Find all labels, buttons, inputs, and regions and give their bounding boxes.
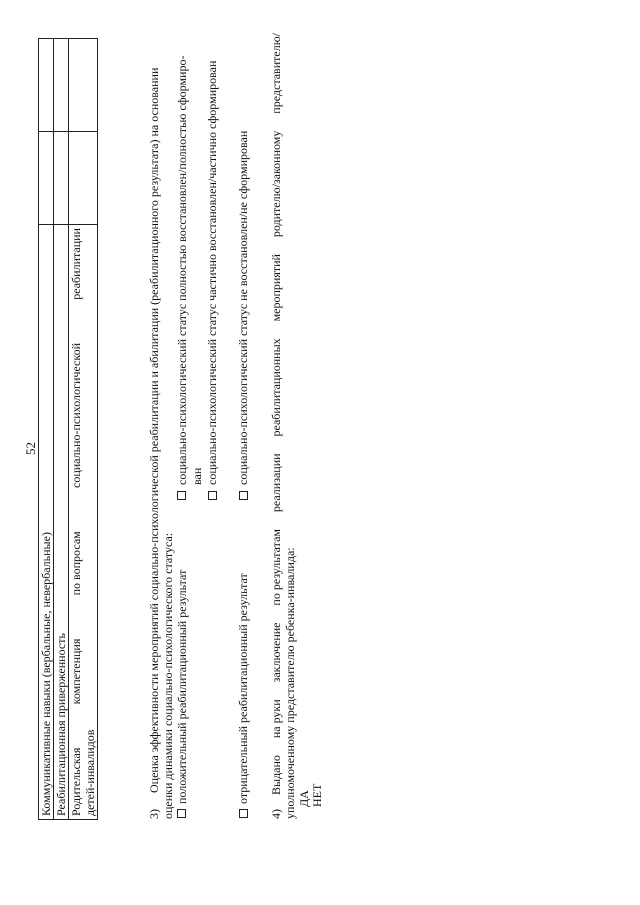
table-cell-label: Коммуникативные навыки (вербальные, невербальные) xyxy=(39,225,54,820)
option-negative-label: отрицательный реабилитационный результат xyxy=(236,573,250,804)
section3-number: 3) xyxy=(147,809,161,819)
table-row xyxy=(69,39,98,820)
table-cell-label: Родительская компетенция по вопросам социально-психологической реабилитации детей-инвалидов xyxy=(69,225,98,820)
section4-text-line2: уполномоченному представителю ребенка-инвалида: xyxy=(283,547,297,819)
checkbox-full-restored[interactable] xyxy=(177,491,186,500)
table-cell-empty xyxy=(54,39,69,132)
checkbox-positive[interactable] xyxy=(177,809,186,818)
table-row xyxy=(54,39,69,820)
table-cell-empty xyxy=(54,132,69,225)
table-cell-empty xyxy=(39,39,54,132)
section4-number: 4) xyxy=(269,809,283,819)
option-partial-restored-label: социально-психологический статус частично восстановлен/частично сформирован xyxy=(205,60,219,485)
table-cell-label: Реабилитационная приверженность xyxy=(54,225,69,820)
section4-text-line1: Выдано на руки заключение по результатам реализации реабилитационных мероприятий родителю/законному представителю/ xyxy=(269,33,283,795)
table-cell-empty xyxy=(69,39,98,132)
option-full-restored-line2: ван xyxy=(190,467,204,485)
answer-no: НЕТ xyxy=(310,783,324,807)
table-cell-empty xyxy=(69,132,98,225)
checkbox-negative[interactable] xyxy=(239,809,248,818)
option-full-restored-line1: социально-психологический статус полностью восстановлен/полностью сформиро- xyxy=(175,55,189,485)
justified-label-line: Родительская компетенция по вопросам социально-психологической реабилитации xyxy=(69,228,83,816)
competence-table xyxy=(38,38,98,820)
section3-text-line1: Оценка эффективности мероприятий социально-психологической реабилитации и абилитации (реабилитационного результата) на основании xyxy=(147,67,161,793)
section3-text-line2: оценки динамики социально-психологического статуса: xyxy=(161,532,175,819)
checkbox-not-restored[interactable] xyxy=(239,491,248,500)
page-number: 52 xyxy=(23,442,38,455)
option-positive-label: положительный реабилитационный результат xyxy=(175,569,189,804)
answer-yes: ДА xyxy=(297,790,311,807)
table-row xyxy=(39,39,54,820)
table-cell-empty xyxy=(39,132,54,225)
checkbox-partial-restored[interactable] xyxy=(208,491,217,500)
option-not-restored-label: социально-психологический статус не восстановлен/не сформирован xyxy=(236,130,250,485)
